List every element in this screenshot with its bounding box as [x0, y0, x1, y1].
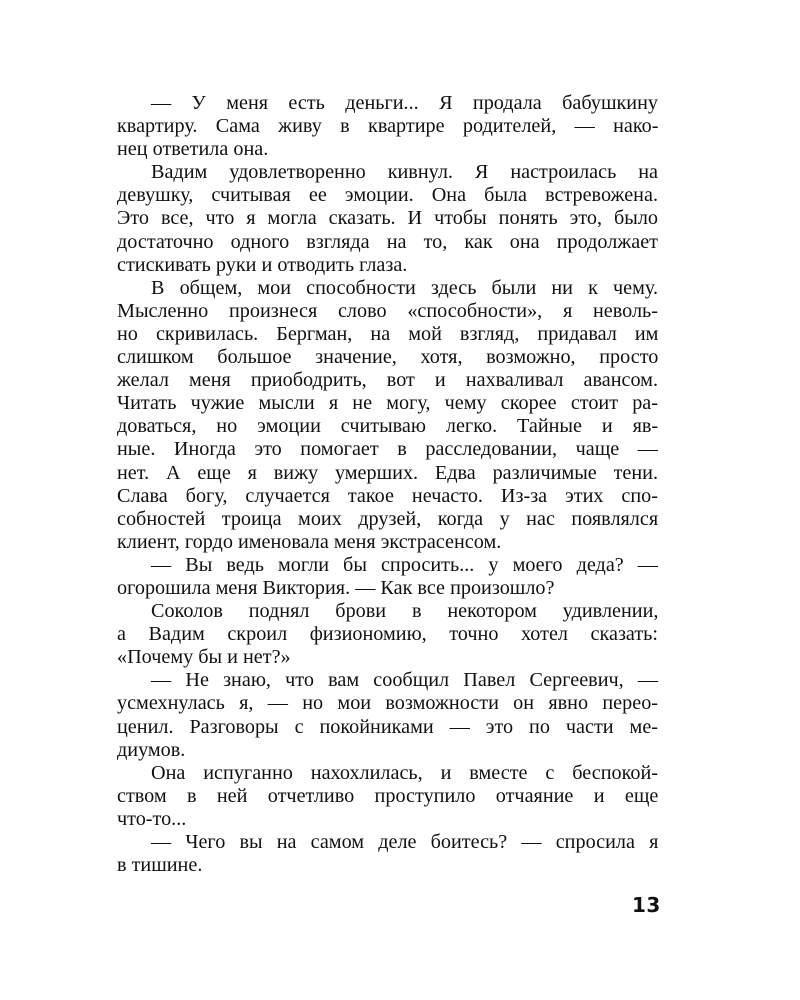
book-page-text — [117, 92, 658, 877]
text-line: нец ответила она. — [117, 138, 269, 161]
text-line: «Почему бы и нет?» — [117, 646, 291, 669]
page-number: 13 — [632, 893, 661, 917]
text-line: В общем, мои способности здесь были ни к чему. — [151, 276, 658, 299]
text-line: — Чего вы на самом деле боитесь? — спросила я — [151, 831, 659, 853]
paragraph — [117, 161, 658, 276]
text-line: — Вы ведь могли бы спросить... у моего деда? — — [151, 553, 658, 576]
text-line: — Не знаю, что вам сообщил Павел Сергеевич, — — [151, 669, 659, 692]
text-line: а Вадим скроил физиономию, точно хотел сказать: — [117, 623, 658, 646]
text-line: Это все, что я могла сказать. И чтобы понять это, было — [117, 207, 658, 230]
text-line: что-то... — [117, 807, 187, 830]
text-line: ные. Иногда это помогает в расследовании, чаще — — [117, 438, 658, 461]
text-line: девушку, считывая ее эмоции. Она была встревожена. — [117, 184, 658, 207]
text-line: но скривилась. Бергман, на мой взгляд, придавал им — [117, 322, 659, 345]
text-line: диумов. — [117, 738, 186, 761]
text-line: Соколов поднял брови в некотором удивлении, — [151, 600, 659, 623]
text-line: Читать чужие мысли я не могу, чему скорее стоит ра- — [117, 392, 658, 415]
paragraph — [117, 554, 658, 600]
paragraph — [117, 669, 658, 761]
text-line: квартиру. Сама живу в квартире родителей, — нако- — [117, 115, 659, 138]
text-line: ством в ней отчетливо проступило отчаяние и еще — [117, 784, 659, 807]
text-line: в тишине. — [117, 854, 203, 877]
text-line: клиент, гордо именовала меня экстрасенсом. — [117, 530, 502, 553]
text-line: желал меня приободрить, вот и нахваливал авансом. — [117, 369, 658, 392]
text-line: — У меня есть деньги... Я продала бабушкину — [151, 92, 658, 114]
text-line: слишком большое значение, хотя, возможно, просто — [117, 346, 659, 369]
paragraph — [117, 600, 658, 669]
text-line: Слава богу, случается такое нечасто. Из-за этих спо- — [117, 484, 658, 507]
text-line: собностей троица моих друзей, когда у нас появлялся — [117, 507, 659, 530]
text-line: Мысленно произнеся слово «способности», я неволь- — [117, 299, 658, 322]
paragraph — [117, 277, 658, 554]
text-line: ценил. Разговоры с покойниками — это по части ме- — [117, 715, 658, 738]
text-line: Вадим удовлетворенно кивнул. Я настроилась на — [151, 161, 658, 184]
paragraph — [117, 831, 658, 877]
text-line: усмехнулась я, — но мои возможности он явно переo- — [117, 692, 659, 715]
text-line: Она испуганно нахохлилась, и вместе с беспокой- — [151, 761, 658, 784]
paragraph — [117, 762, 658, 831]
text-line: нет. А еще я вижу умерших. Едва различимые тени. — [117, 461, 658, 484]
paragraph — [117, 92, 658, 161]
text-line: доваться, но эмоции считываю легко. Тайные и яв- — [117, 415, 659, 438]
text-line: достаточно одного взгляда на то, как она продолжает — [117, 230, 658, 253]
text-line: огорошила меня Виктория. — Как все произошло? — [117, 576, 555, 599]
text-line: стискивать руки и отводить глаза. — [117, 253, 408, 276]
